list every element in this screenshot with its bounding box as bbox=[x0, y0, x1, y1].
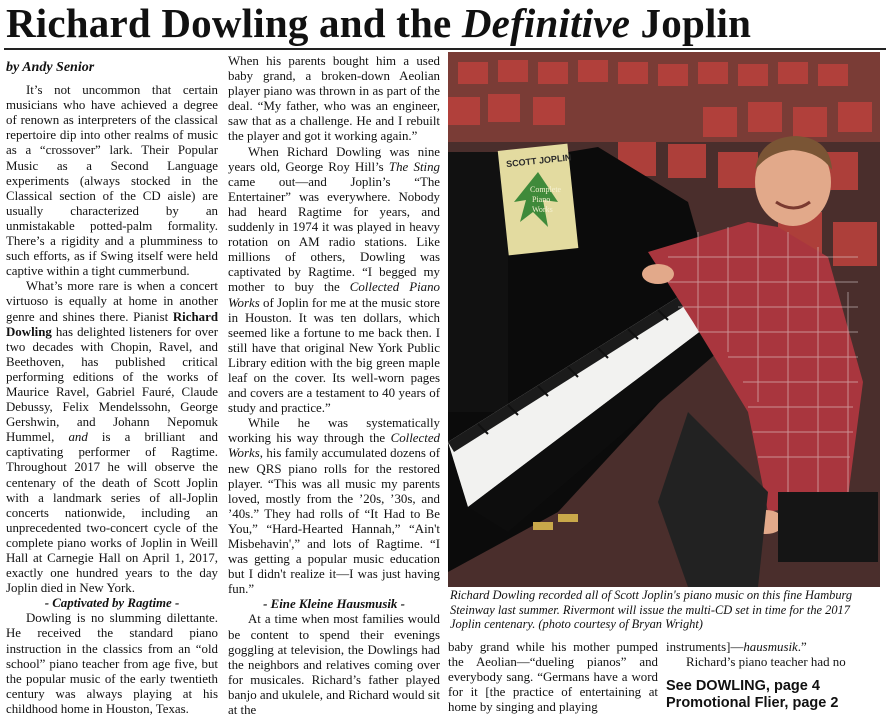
column-3 bbox=[448, 640, 658, 715]
film-title: The Sting bbox=[388, 159, 440, 174]
col4-p1-text-a: instruments]— bbox=[666, 640, 744, 654]
col1-paragraph-1: It’s not uncommon that certain musicians who have achieved a degree of renown as interpreters of the classical repertoire dip into other realms of music as a “crossover” lark. Their Popular Music as a Second Language experiments (always stocked in the Classical section of the CD aisle) are usually characterized by an unmistakable potted-palm formality. There’s a rigidity and a plumminess to such efforts, as if Swing itself were held captive within a tight cummerbund. bbox=[6, 83, 218, 279]
headline bbox=[6, 0, 886, 48]
col1-paragraph-2 bbox=[6, 279, 218, 596]
col1-p2-and: and bbox=[68, 430, 88, 445]
byline: by Andy Senior bbox=[6, 60, 95, 75]
col2-paragraph-2 bbox=[228, 145, 440, 417]
column-1 bbox=[6, 56, 218, 716]
col2-p3-text-a: While he was systematically working his way through the bbox=[228, 416, 440, 446]
column-2 bbox=[228, 54, 440, 716]
photo-caption: Richard Dowling recorded all of Scott Joplin's piano music on this fine Hamburg Steinway last summer. Rivermont will issue the multi-CD set in time for the 2017 Joplin centenary. (photo courtesy of Bryan Wright) bbox=[450, 588, 853, 631]
col4-paragraph-2: Richard’s piano teacher had no bbox=[686, 655, 846, 670]
col2-paragraph-1: When his parents bought him a used baby grand, a broken-down Aeolian player piano was thrown in as part of the deal. “My father, who was an engineer, saw that as a challenge. He and I rebuilt the player and got it working again.” bbox=[228, 54, 440, 144]
col2-paragraph-3 bbox=[228, 416, 440, 597]
col1-p2-text-b: has delighted listeners for over two decades with Chopin, Ravel, and Beethoven, has published critical performing editions of the works of Maurice Ravel, Gabriel Fauré, Claude Debussy, Felix Mendelssohn, George Gershwin, and Johann Nepomuk Hummel, bbox=[6, 324, 218, 445]
collected-works-title: Collected Works bbox=[228, 431, 440, 461]
pianist-name: Richard Dowling bbox=[6, 309, 218, 339]
photo-illustration bbox=[448, 52, 880, 587]
col1-paragraph-3: Dowling is no slumming dilettante. He received the standard piano instruction in the classics from an “old school” piano teacher from age five, but the popular music of the early twentieth century was always playing at his childhood home in Houston, Texas. bbox=[6, 611, 218, 716]
book-cover-line4: Works bbox=[532, 205, 553, 214]
book-cover-title: SCOTT JOPLIN bbox=[505, 152, 572, 170]
headline-italic: Definitive bbox=[461, 0, 631, 46]
col2-p2-text-b: came out—and Joplin’s “The Entertainer” was everywhere. Nobody had heard Ragtime for years, and suddenly in 1974 it was played in heavy rotation on AM radio stations. Like millions of others, Dowling was captivated by Ragtime. “I begged my mother to buy the bbox=[228, 174, 440, 295]
book-title: Collected Piano Works bbox=[228, 280, 440, 310]
col1-p2-text-a: What’s more rare is when a concert virtuoso is equally at home in another genre and shines there. Pianist bbox=[6, 279, 218, 324]
headline-part1: Richard Dowling and the bbox=[6, 0, 462, 46]
subhead-captivated: - Captivated by Ragtime - bbox=[44, 596, 180, 611]
col2-p2-text-a: When Richard Dowling was nine years old, George Roy Hill’s bbox=[228, 144, 440, 174]
headline-rule bbox=[4, 48, 886, 50]
column-4 bbox=[666, 640, 881, 712]
col4-paragraph-1 bbox=[666, 640, 881, 655]
col1-p2-text-c: is a brilliant and captivating performer of Ragtime. Throughout 2017 he will observe the centenary of the death of Scott Joplin with a landmark series of all-Joplin concerts nationwide, including an unprecedented two-concert cycle of the complete piano works of Joplin in Weill Hall at Carnegie Hall on April 1, 2017, exactly one hundred years to the day Joplin died in New York. bbox=[6, 430, 218, 596]
subhead-hausmusik: - Eine Kleine Hausmusik - bbox=[263, 597, 405, 612]
col2-p2-text-c: of Joplin for me at the music store in Houston. It was ten dollars, which seemed like a fortune to me back then. I still have that original New York Public Library edition with the big green maple leaf on the cover. Its well-worn pages and covers are a testament to 40 years of study and practice.” bbox=[228, 295, 440, 416]
see-dowling-jump[interactable]: See DOWLING, page 4 bbox=[666, 678, 820, 695]
headline-part2: Joplin bbox=[630, 0, 752, 46]
col2-p3-text-b: , his family accumulated dozens of new QRS piano rolls for the restored player. “This was all music my parents loved, mostly from the ’20s, ’30s, and ’40s.” They had rolls of “It Had to Be You,” “Hard-Hearted Hannah,” “Ain't Misbehavin',” and lots of Ragtime. “I was getting a popular music education but I didn't realize it—I was just having fun.” bbox=[228, 446, 440, 597]
photo bbox=[448, 52, 880, 587]
book-cover-line3: Piano bbox=[532, 195, 551, 204]
col3-paragraph-1: baby grand while his mother pumped the Aeolian—“dueling pianos” and everybody sang. “Germans have a word for it [the practice of entertaining at home by singing and playing bbox=[448, 640, 658, 715]
promotional-flier-jump[interactable]: Promotional Flier, page 2 bbox=[666, 695, 839, 712]
col2-paragraph-4: At a time when most families would be content to spend their evenings goggling at television, the Dowlings had the neighbors and relatives coming over for musicales. Richard’s father played banjo and ukulele, and Richard would sit at the bbox=[228, 612, 440, 718]
book-cover-line2: Complete bbox=[530, 185, 562, 194]
hausmusik-word: hausmusik bbox=[743, 640, 798, 654]
col4-p1-text-b: .” bbox=[797, 640, 807, 654]
